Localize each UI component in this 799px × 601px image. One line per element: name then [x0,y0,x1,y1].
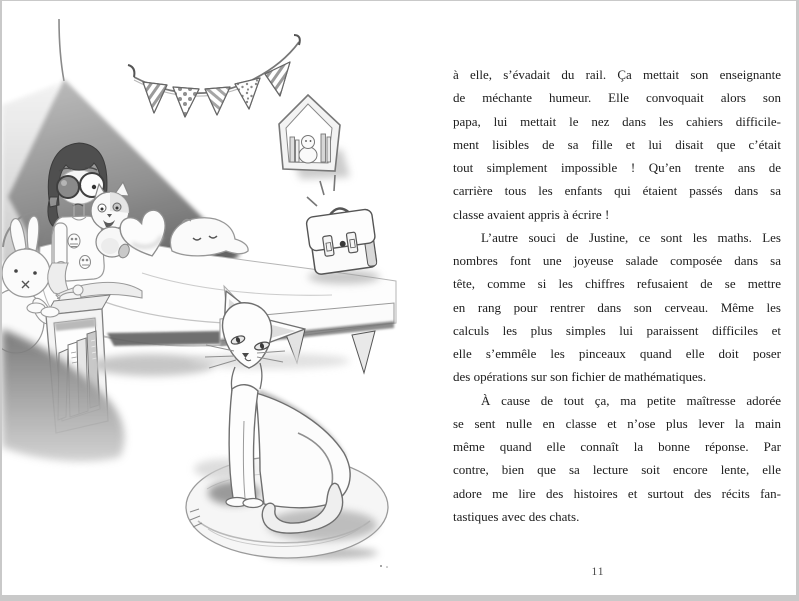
page-number: 11 [591,566,605,578]
text-line: des opérations sur son fichier de mathématiques. [453,369,707,385]
school-bag [305,175,380,284]
page-text [453,63,781,528]
text-line: contre, bien que sa lecture soit encore lente, elle [453,462,781,478]
text-line: elle s’emmêle les pinceaux quand elle doit poser [453,346,781,361]
paragraph [453,226,781,389]
text-line: en rang pour rentrer dans son cerveau. Même les [453,299,781,315]
text-line: tout simplement impossible ! Qu’en trente ans de [453,160,781,175]
text-line: même quand elle connaît la bonne réponse. Par [453,439,781,454]
bunny-foot [41,307,59,317]
house-shelf [279,95,350,179]
girl-arm [54,223,67,267]
text-line: tête, comme si les chiffres refusaient de se mettre [453,276,781,292]
book-page [2,1,796,595]
sparkle-rays-icon [307,175,335,206]
text-line: classe avaient appris à écrire ! [453,206,610,222]
girl-hand-2 [73,285,83,295]
text-line: À cause de tout ça, ma petite maîtresse adorée [481,392,781,408]
text-line: L’autre souci de Justine, ce sont les maths. Les [481,229,781,245]
text-line: de méchante humeur. Elle convoquait alors son [453,90,781,106]
text-line: à elle, s’évadait du rail. Ça mettait son enseignante [453,67,781,82]
paragraph [453,63,781,226]
text-line: se sent nulle en classe et n’ose plus lever la main [453,415,781,431]
text-line: adore me lire des histoires et surtout des récits fan- [453,485,781,501]
text-line: ment lisibles de sa fille et lui disait que c’était [453,136,781,152]
text-line: tastiques avec des chats. [453,508,580,524]
cat-paw [243,499,263,508]
text-line: calculs les plus simples lui paraissent difficiles et [453,322,781,338]
sleeping-plush [170,218,248,256]
text-line: papa, lui mettait le nez dans les cahiers difficile- [453,113,781,129]
doll-figure [299,136,317,164]
text-line: carrière tous les enfants qui étaient passés dans sa [453,183,781,199]
bunting-garland [128,35,300,117]
bed-leg [352,331,375,373]
text-line: nombres font une joyeuse salade composée dans sa [453,253,781,268]
paragraph [453,389,781,529]
bedroom-illustration [2,1,422,595]
